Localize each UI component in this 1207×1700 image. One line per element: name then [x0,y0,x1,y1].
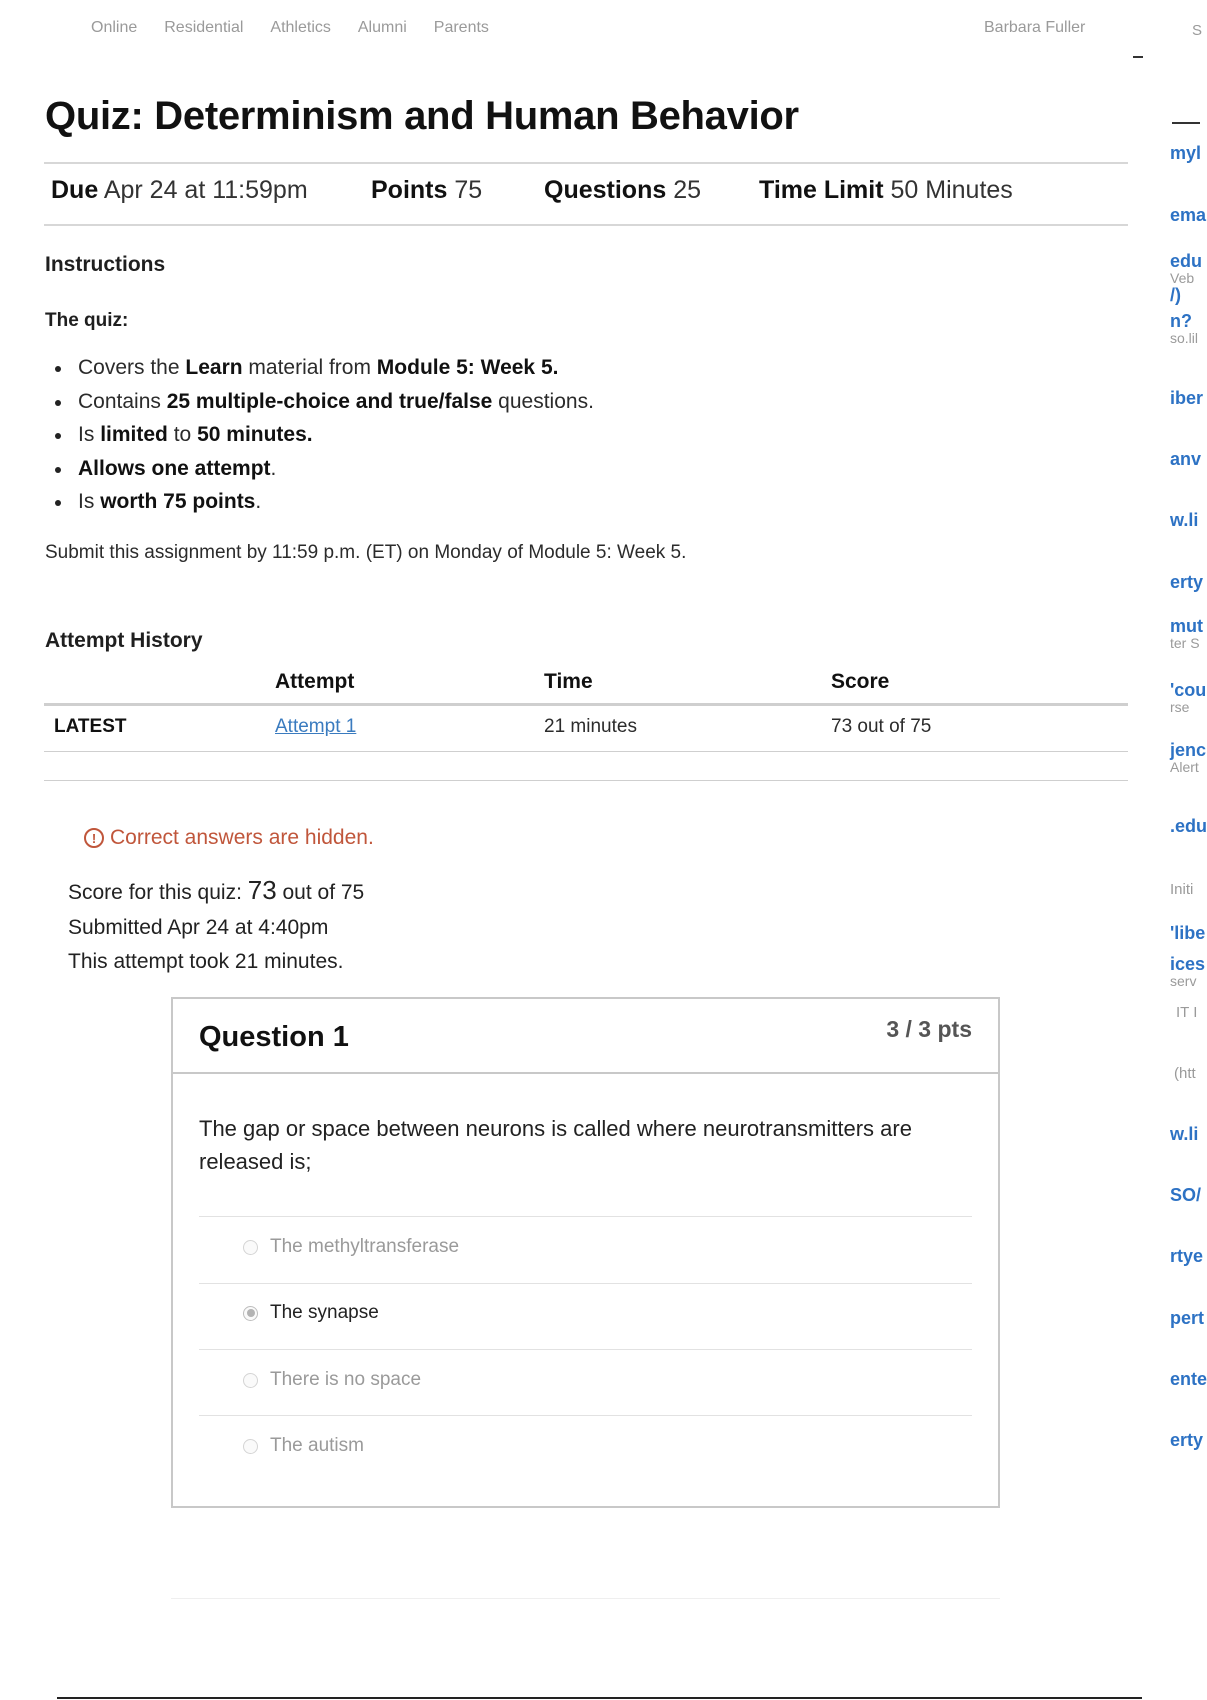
bullet-bold: Allows one attempt [78,456,271,480]
sidebar-link[interactable]: SO/ [1170,1185,1202,1205]
sidebar-link[interactable]: erty [1170,1430,1204,1450]
bullet-text: Covers the [78,356,180,379]
bullet-icon [55,467,61,473]
score-prefix: Score for this quiz: [68,881,248,904]
col-header-time: Time [544,670,593,693]
meta-time-value: 50 Minutes [890,176,1013,204]
sidebar-text: Initi [1170,881,1194,898]
meta-time-label: Time Limit [759,176,884,204]
answer-option-selected[interactable] [243,1302,379,1324]
score-suffix: out of 75 [276,881,365,904]
meta-points [371,176,544,205]
top-nav [91,19,489,39]
meta-due-label: Due [51,176,99,204]
col-header-attempt: Attempt [275,670,355,693]
attempt-time: 21 minutes [544,716,637,737]
meta-questions [544,176,759,205]
meta-due [51,176,371,205]
radio-button[interactable] [243,1240,258,1255]
bullet-text: . [255,490,262,513]
sidebar-link[interactable]: myl [1170,143,1202,163]
bullet-text: to [173,423,192,446]
page-title: Quiz: Determinism and Human Behavior [45,94,799,138]
sidebar-link[interactable]: 'libe [1170,923,1206,943]
nav-link-alumni[interactable]: Alumni [357,19,407,36]
sidebar-link[interactable]: rtye [1170,1246,1204,1266]
answers-hidden-notice [84,826,374,850]
sidebar-link[interactable]: w.li [1170,1124,1199,1144]
divider-mark [1133,56,1143,58]
bullet-bold: Learn [185,356,243,379]
answer-label: The autism [270,1435,364,1456]
sidebar-link[interactable]: pert [1170,1308,1205,1328]
score-value: 73 [247,875,277,905]
sidebar-text: (htt [1174,1065,1196,1082]
sidebar-link[interactable]: jenc Alert [1170,740,1207,775]
bottom-divider [57,1697,1142,1699]
sidebar-link[interactable]: ices serv [1170,954,1206,989]
bullet-bold: Module 5: Week 5. [376,356,559,379]
radio-button[interactable] [243,1373,258,1388]
bullet-text: Is [78,490,95,513]
col-header-score: Score [831,670,890,693]
nav-link-athletics[interactable]: Athletics [270,19,331,36]
sidebar-link[interactable]: w.li [1170,510,1199,530]
bullet-icon [55,400,61,406]
attempt-link[interactable]: Attempt 1 [275,716,357,737]
answer-option[interactable] [243,1369,421,1391]
quiz-score [68,875,364,906]
meta-top-divider [44,162,1128,164]
nav-link-parents[interactable]: Parents [433,19,489,36]
instructions-subheading: The quiz: [45,310,129,331]
sidebar-link[interactable]: 'cou rse [1170,680,1207,715]
radio-button[interactable] [243,1439,258,1454]
bullet-icon [55,366,61,372]
answer-divider [199,1283,972,1284]
quiz-meta [51,176,1013,205]
top-right-cut-text: S [1192,22,1203,39]
sidebar-link[interactable]: iber [1170,388,1204,408]
answer-label: There is no space [270,1369,422,1390]
user-name-link[interactable]: Barbara Fuller [984,19,1086,36]
nav-link-residential[interactable]: Residential [164,19,244,36]
instruction-item [55,423,594,457]
meta-questions-label: Questions [544,176,667,204]
submit-deadline-note: Submit this assignment by 11:59 p.m. (ET) on Monday of Module 5: Week 5. [45,542,687,563]
answer-label: The methyltransferase [270,1236,460,1257]
bullet-text: . [270,456,277,480]
faint-divider [171,1598,1000,1599]
instruction-item [55,490,594,524]
table-header-divider [44,703,1128,706]
section-divider [44,780,1128,781]
meta-points-label: Points [371,176,448,204]
attempt-duration: This attempt took 21 minutes. [68,950,344,973]
answer-label: The synapse [270,1302,379,1323]
bullet-text: questions. [498,389,594,413]
answer-divider [199,1216,972,1217]
nav-link-online[interactable]: Online [91,19,138,36]
sidebar-divider [1172,122,1200,124]
meta-due-value: Apr 24 at 11:59pm [103,176,308,204]
latest-badge: LATEST [54,716,127,737]
question-text: The gap or space between neurons is called where neurotransmitters are released is; [199,1116,912,1174]
instruction-item [55,457,594,491]
sidebar-link[interactable]: mut ter S [1170,616,1203,651]
answer-divider [199,1349,972,1350]
sidebar-link[interactable]: ente [1170,1369,1207,1389]
bullet-bold: 25 multiple-choice and true/false [166,389,493,413]
meta-bottom-divider [44,224,1128,226]
table-row-divider [44,751,1128,752]
sidebar-link[interactable]: edu Veb /) [1170,251,1203,305]
question-card [171,997,1000,1508]
sidebar-link[interactable]: anv [1170,449,1202,469]
meta-time-limit [759,176,1013,205]
bullet-bold: 50 minutes. [197,423,313,446]
answer-divider [199,1415,972,1416]
question-header [173,999,998,1074]
instructions-heading: Instructions [45,253,166,276]
submitted-time: Submitted Apr 24 at 4:40pm [68,916,329,939]
answer-option[interactable] [243,1236,459,1258]
bullet-icon [55,500,61,506]
sidebar-text: IT I [1176,1004,1198,1021]
bullet-bold: worth 75 points [100,490,256,513]
radio-button-selected[interactable] [243,1306,258,1321]
sidebar-link[interactable]: n? so.lil [1170,311,1199,346]
bullet-text: material from [248,356,371,379]
meta-points-value: 75 [454,176,483,204]
attempt-history-heading: Attempt History [45,629,203,652]
bullet-text: Is [78,423,95,446]
bullet-text: Contains [78,389,161,413]
answers-hidden-text: Correct answers are hidden. [110,826,374,849]
sidebar-link[interactable]: erty [1170,572,1204,592]
bullet-bold: limited [100,423,168,446]
sidebar-link[interactable]: .edu [1170,816,1207,836]
instruction-item [55,390,594,424]
instructions-list [55,356,594,524]
bullet-icon [55,433,61,439]
answer-option[interactable] [243,1435,364,1457]
instruction-item [55,356,594,390]
question-points: 3 / 3 pts [886,1016,972,1042]
warning-icon: ! [84,828,104,848]
sidebar-link[interactable]: ema [1170,205,1207,225]
meta-questions-value: 25 [673,176,702,204]
attempt-score: 73 out of 75 [831,716,932,737]
question-title: Question 1 [199,1021,349,1053]
